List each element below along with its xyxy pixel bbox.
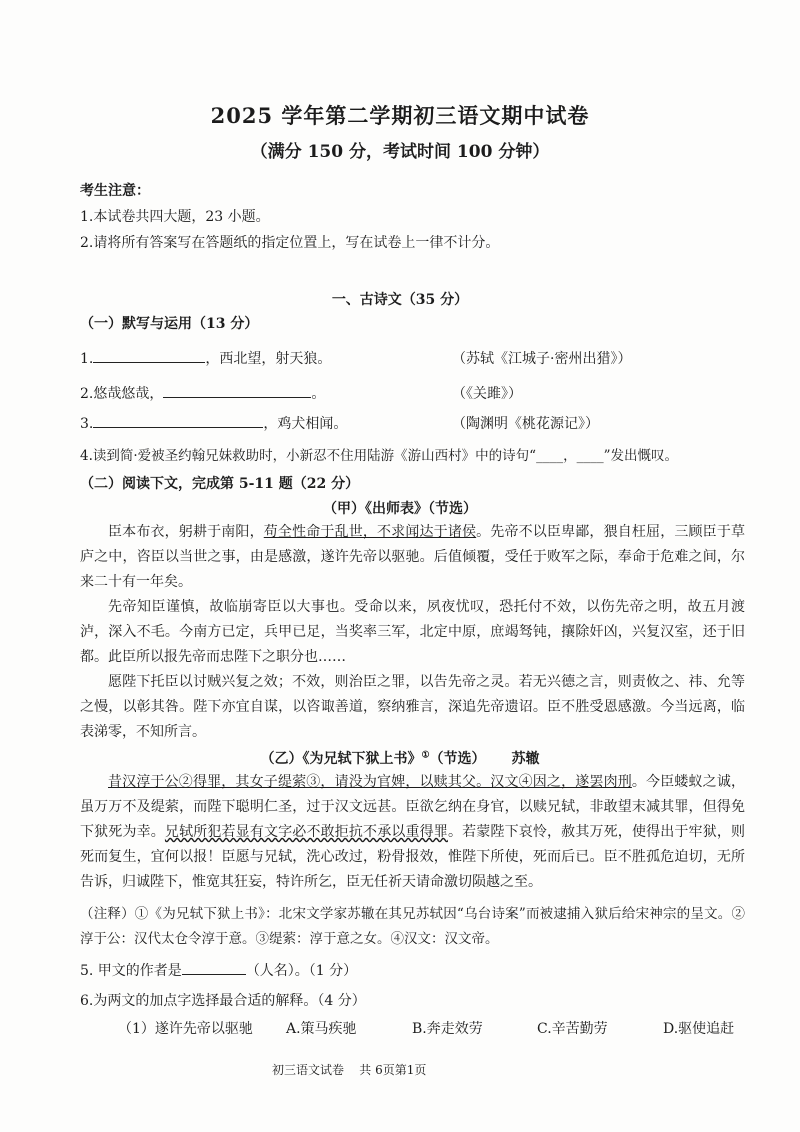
answer-blank[interactable]	[182, 960, 246, 975]
notice-item-1: 1.本试卷共四大题，23 小题。	[80, 209, 270, 225]
text-b-notes: （注释）①《为兄轼下狱上书》：北宋文学家苏辙在其兄苏轼因“乌台诗案”而被逮捕入狱后给宋神宗的呈文。②淳于公：汉代太仓令淳于意。③缇萦：淳于意之女。④汉文：汉文帝。	[80, 906, 745, 947]
exam-subtitle: （满分 150 分，考试时间 100 分钟）	[250, 142, 550, 162]
question-3	[80, 413, 347, 433]
text-a-body	[80, 520, 745, 745]
answer-blank[interactable]	[93, 413, 263, 428]
q3-source: （陶渊明《桃花源记》）	[452, 416, 599, 432]
q3-prefix: 3.	[80, 416, 94, 432]
option-b[interactable]: B.奔走效劳	[412, 1021, 483, 1037]
question-6: 6.为两文的加点字选择最合适的解释。（4 分）	[80, 993, 366, 1009]
answer-blank[interactable]	[93, 348, 205, 363]
underlined-sentence: 苟全性命于乱世，不求闻达于诸侯	[263, 524, 477, 540]
answer-blank[interactable]	[163, 383, 311, 398]
question-4: 4.读到简·爱被圣约翰兄妹救助时，小新忍不住用陆游《游山西村》中的诗句“____，____”发出慨叹。	[80, 448, 678, 464]
section-title: 一、古诗文（35 分）	[331, 292, 469, 308]
q3-text: ，鸡犬相闻。	[263, 416, 348, 432]
q2-suffix: 。	[311, 386, 326, 402]
text-b-paragraph-1: 昔汉淳于公②得罪，其女子缇萦③，请没为官婢，以赎其父。汉文④因之，遂罢肉刑。今臣蝼蚁之诚，虽万万不及缇萦，而陛下聪明仁圣，过于汉文远甚。臣欲乞纳在身官，以赎兄轼，非敢望末减其罪，但得免下狱死为幸。兄轼所犯若显有文字必不敢拒抗不承以重得罪。若蒙陛下哀怜，赦其万死，使得出于牢狱，则死而复生，宜何以报！臣愿与兄轼，洗心改过，粉骨报效，惟陛下所使，死而后已。臣不胜孤危迫切，无所告诉，归诚陛下，惟宽其狂妄，特许所乞，臣无任祈天请命激切陨越之至。	[80, 774, 746, 890]
text-a-paragraph-3: 愿陛下托臣以讨贼兴复之效；不效，则治臣之罪，以告先帝之灵。若无兴德之言，则责攸之、祎、允等之慢，以彰其咎。陛下亦宜自谋，以咨诹善道，察纳雅言，深追先帝遗诏。臣不胜受恩感激。今当远离，临表涕零，不知所言。	[80, 674, 745, 740]
text-b-author: 苏辙	[511, 751, 540, 767]
q2-source: （《关雎》）	[452, 386, 522, 402]
question-5: 5. 甲文的作者是 （人名）。（1 分）	[80, 960, 357, 980]
q1-source: （苏轼《江城子·密州出猎》）	[452, 351, 632, 367]
notice-heading: 考生注意：	[80, 183, 150, 199]
text-a-paragraph-1: 臣本布衣，躬耕于南阳，苟全性命于乱世，不求闻达于诸侯。先帝不以臣卑鄙，猥自枉屈，三顾臣于草庐之中，咨臣以当世之事，由是感激，遂许先帝以驱驰。后值倾覆，受任于败军之际，奉命于危难之间，尔来二十有一年矣。	[80, 524, 746, 590]
option-c[interactable]: C.辛苦勤劳	[537, 1021, 608, 1037]
text-a-paragraph-2: 先帝知臣谨慎，故临崩寄臣以大事也。受命以来，夙夜忧叹，恐托付不效，以伤先帝之明，故五月渡泸，深入不毛。今南方已定，兵甲已足，当奖率三军，北定中原，庶竭驽钝，攘除奸凶，兴复汉室，还于旧都。此臣所以报先帝而忠陛下之职分也……	[80, 599, 745, 665]
q1-prefix: 1.	[80, 351, 94, 367]
text-b-title: （乙）《为兄轼下狱上书》①（节选） 苏辙	[260, 750, 540, 767]
question-1	[80, 348, 331, 368]
notice-item-2: 2.请将所有答案写在答题纸的指定位置上，写在试卷上一律不计分。	[80, 235, 500, 251]
wavy-underlined-sentence: 兄轼所犯若显有文字必不敢拒抗不承以重得罪	[164, 824, 448, 840]
page-footer: 初三语文试卷 共 6页第1页	[272, 1063, 427, 1077]
part2-title: （二）阅读下文，完成第 5-11 题（22 分）	[80, 476, 360, 492]
text-a-title: （甲）《出师表》（节选）	[323, 501, 477, 517]
option-a[interactable]: A.策马疾驰	[286, 1021, 357, 1037]
question-2	[80, 383, 325, 403]
q2-prefix: 2.悠哉悠哉，	[80, 386, 164, 402]
exam-title: 2025 学年第二学期初三语文期中试卷	[210, 103, 590, 128]
question-6-item-1: （1）遂许先帝以驱驰	[118, 1021, 253, 1037]
option-d[interactable]: D.驱使追赶	[663, 1021, 735, 1037]
underlined-sentence: 昔汉淳于公②得罪，其女子缇萦③，请没为官婢，以赎其父。汉文④因之，遂罢肉刑	[108, 774, 632, 790]
text-b-body	[80, 770, 745, 895]
part1-title: （一）默写与运用（13 分）	[80, 316, 259, 332]
q1-text: ，西北望，射天狼。	[205, 351, 332, 367]
